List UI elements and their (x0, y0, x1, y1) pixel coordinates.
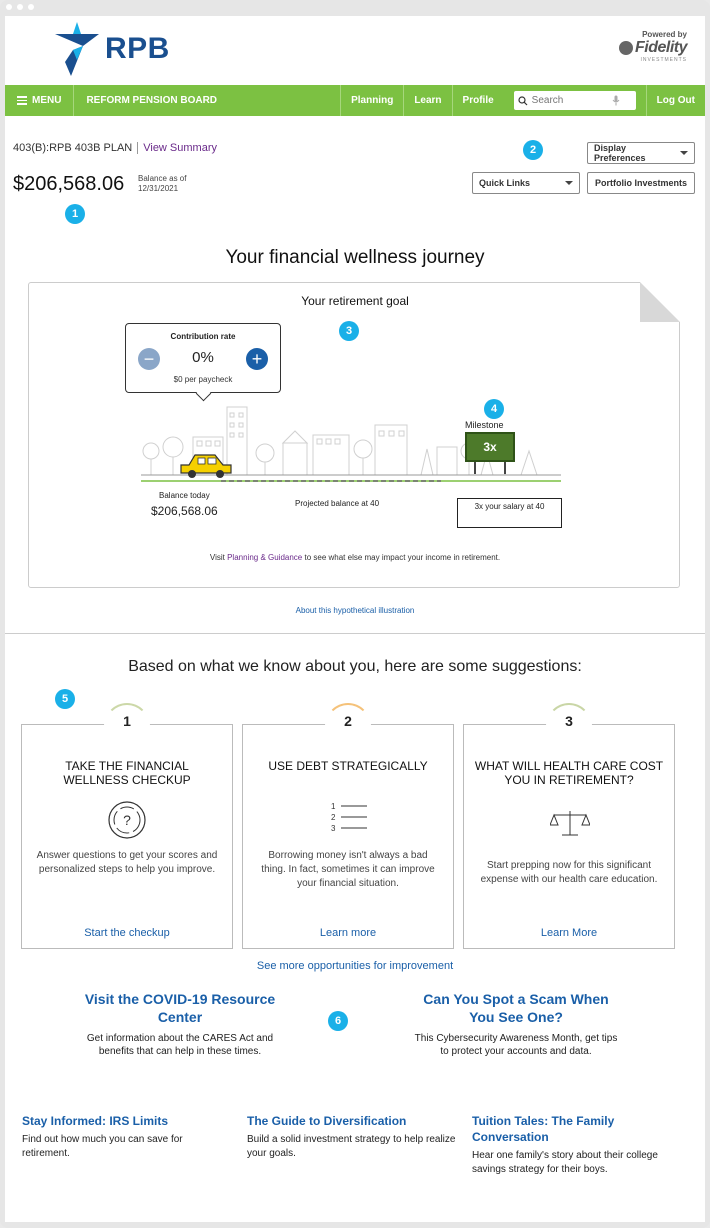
callout-badge-1: 1 (65, 204, 85, 224)
view-summary-link[interactable]: View Summary (143, 142, 217, 154)
portfolio-investments-button[interactable]: Portfolio Investments (587, 172, 695, 194)
main-nav (5, 85, 705, 116)
numbered-list-icon (329, 801, 369, 835)
about-illustration-link[interactable]: About this hypothetical illustration (295, 606, 415, 615)
callout-badge-2: 2 (523, 140, 543, 160)
promo-covid (75, 990, 285, 1058)
visit-planning-line: Visit Planning & Guidance to see what else may impact your income in retirement. (209, 553, 501, 562)
hamburger-icon (17, 94, 27, 107)
increase-contribution-button[interactable]: + (246, 348, 268, 370)
suggestion-title: WHAT WILL HEALTH CARE COST YOU IN RETIREMENT? (474, 759, 664, 787)
balance-date: Balance as of 12/31/2021 (138, 174, 187, 193)
svg-text:3: 3 (331, 824, 336, 833)
fidelity-sub: INVESTMENTS (640, 57, 687, 63)
fidelity-logo: Fidelity (619, 39, 687, 57)
chevron-down-icon (680, 151, 688, 155)
svg-text:1: 1 (331, 802, 336, 811)
salary-goal-box: 3x your salary at 40 (457, 498, 562, 528)
rpb-logo[interactable] (53, 20, 170, 78)
window-controls (6, 4, 34, 10)
article-irs-limits (22, 1113, 232, 1161)
quick-links-dropdown[interactable]: Quick Links (472, 172, 580, 194)
section-divider (5, 633, 705, 634)
promo-title-link[interactable]: Can You Spot a Scam When You See One? (423, 991, 609, 1025)
article-diversification (247, 1113, 457, 1161)
contribution-label: Contribution rate (170, 332, 236, 341)
planning-guidance-link[interactable]: Planning & Guidance (227, 553, 303, 562)
search-input[interactable] (532, 95, 612, 106)
display-preferences-dropdown[interactable]: Display Preferences (587, 142, 695, 164)
suggestion-body: Start prepping now for this significant expense with our health care education. (480, 860, 658, 885)
menu-button[interactable]: MENU (5, 85, 74, 116)
suggestion-card-2 (242, 713, 454, 949)
powered-by-fidelity (619, 30, 687, 63)
logo-text: RPB (105, 32, 170, 65)
nav-planning[interactable]: Planning (340, 85, 403, 116)
svg-text:?: ? (123, 812, 131, 828)
article-body: Build a solid investment strategy to help realize your goals. (247, 1134, 456, 1159)
callout-badge-3: 3 (339, 321, 359, 341)
decrease-contribution-button[interactable]: − (138, 348, 160, 370)
contribution-value: 0% (192, 349, 214, 366)
callout-badge-5: 5 (55, 689, 75, 709)
suggestion-title: USE DEBT STRATEGICALLY (268, 759, 428, 773)
milestone-label: Milestone (465, 420, 504, 430)
org-name: REFORM PENSION BOARD (86, 95, 218, 106)
fidelity-circle-icon (619, 41, 633, 55)
account-balance: $206,568.06 (13, 173, 125, 195)
article-body: Find out how much you can save for retirement. (22, 1134, 183, 1159)
promo-title-link[interactable]: Visit the COVID-19 Resource Center (84, 991, 276, 1025)
question-circle-icon (107, 800, 147, 840)
nav-profile[interactable]: Profile (452, 85, 504, 116)
suggestion-card-1 (21, 713, 233, 949)
learn-more-debt-link[interactable]: Learn more (319, 927, 377, 939)
chevron-down-icon (565, 181, 573, 185)
start-checkup-link[interactable]: Start the checkup (84, 927, 170, 939)
suggestion-body: Borrowing money isn't always a bad thing. In fact, sometimes it can improve your financial situation. (261, 850, 435, 889)
article-title-link[interactable]: Tuition Tales: The Family Conversation (472, 1114, 615, 1144)
sign-posts (474, 462, 506, 474)
scales-icon (550, 809, 590, 839)
nav-learn[interactable]: Learn (403, 85, 451, 116)
search-icon (518, 96, 528, 106)
callout-badge-6: 6 (328, 1011, 348, 1031)
microphone-icon[interactable] (612, 95, 620, 106)
search-box[interactable] (514, 91, 636, 110)
article-tuition-tales (472, 1113, 682, 1177)
suggestions-title: Based on what we know about you, here are some suggestions: (128, 658, 582, 675)
svg-text:2: 2 (331, 813, 336, 822)
goal-title: Your retirement goal (301, 294, 409, 308)
article-title-link[interactable]: Stay Informed: IRS Limits (22, 1114, 169, 1128)
logout-link[interactable]: Log Out (646, 85, 705, 116)
see-more-opportunities-link[interactable]: See more opportunities for improvement (256, 960, 454, 972)
page (5, 16, 705, 1222)
contribution-rate-popover (125, 323, 281, 393)
balance-today-value: $206,568.06 (151, 504, 218, 518)
suggestion-number: 2 (325, 703, 371, 749)
promo-body: Get information about the CARES Act and benefits that can help in these times. (86, 1033, 274, 1057)
promo-body: This Cybersecurity Awareness Month, get tips to protect your accounts and data. (414, 1033, 618, 1057)
suggestion-card-3 (463, 713, 675, 949)
plan-line (13, 142, 217, 154)
projected-balance-label: Projected balance at 40 (295, 499, 380, 508)
suggestion-title: TAKE THE FINANCIAL WELLNESS CHECKUP (63, 759, 191, 787)
contribution-per-paycheck: $0 per paycheck (173, 375, 233, 384)
journey-title: Your financial wellness journey (225, 247, 485, 268)
article-body: Hear one family's story about their college savings strategy for their boys. (472, 1150, 658, 1175)
car-icon (177, 451, 235, 481)
retirement-goal-card (28, 282, 680, 588)
suggestion-body: Answer questions to get your scores and personalized steps to help you improve. (36, 850, 218, 875)
star-logo-icon (53, 20, 101, 78)
milestone-sign: 3x (465, 432, 515, 462)
suggestion-number: 1 (104, 703, 150, 749)
powered-by-label: Powered by (642, 30, 687, 39)
callout-badge-4: 4 (484, 399, 504, 419)
article-title-link[interactable]: The Guide to Diversification (247, 1114, 407, 1128)
suggestion-number: 3 (546, 703, 592, 749)
promo-scam (411, 990, 621, 1058)
plan-name: 403(B):RPB 403B PLAN (13, 142, 133, 154)
learn-more-health-link[interactable]: Learn More (540, 927, 598, 939)
balance-today-label: Balance today (159, 491, 210, 500)
